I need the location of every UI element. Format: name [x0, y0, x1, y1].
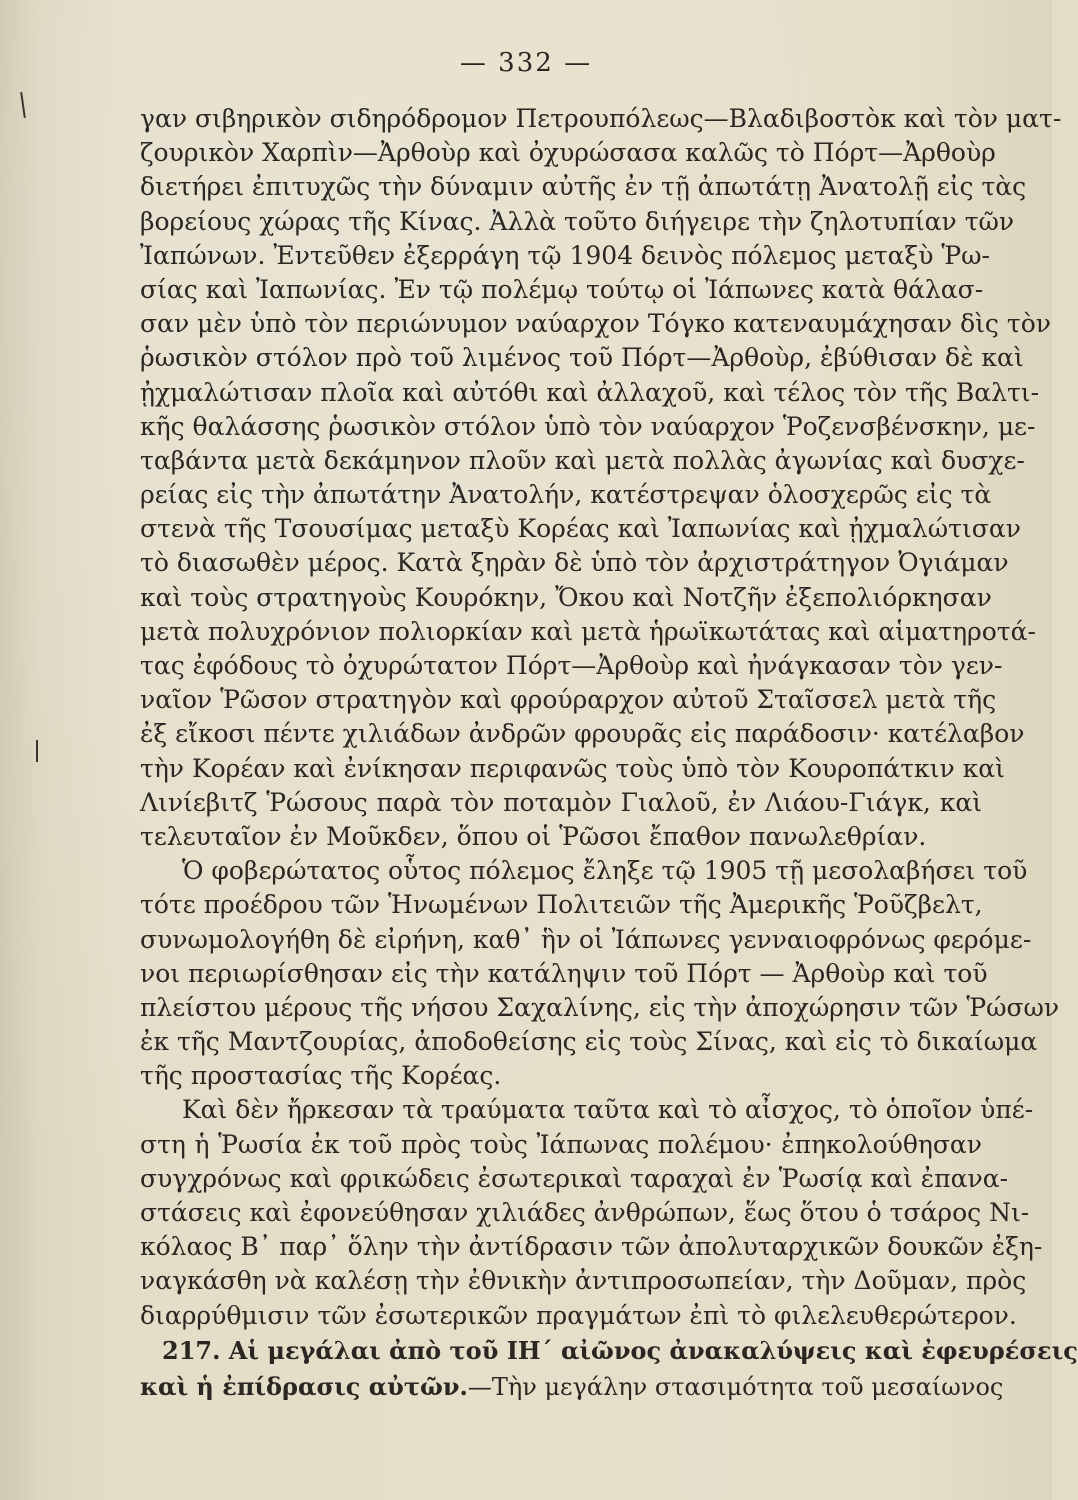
text-line: ταβάντα μετὰ δεκάμηνον πλοῦν καὶ μετὰ πολλὰς ἀγωνίας καὶ δυσχε-: [140, 445, 1025, 475]
text-line: κόλαος Β᾽ παρ᾽ ὅλην τὴν ἀντίδρασιν τῶν ἀπολυταρχικῶν δουκῶν ἐξη-: [140, 1232, 1043, 1262]
text-line: στη ἡ Ῥωσία ἐκ τοῦ πρὸς τοὺς Ἰάπωνας πολέμου· ἐπηκολούθησαν: [140, 1129, 982, 1159]
text-line: βορείους χώρας τῆς Κίνας. Ἀλλὰ τοῦτο διήγειρε τὴν ζηλοτυπίαν τῶν: [140, 206, 1015, 236]
text-line: ῥωσικὸν στόλον πρὸ τοῦ λιμένος τοῦ Πόρτ—Ἀρθοὺρ, ἐβύθισαν δὲ καὶ: [140, 343, 1024, 373]
text-line: μετὰ πολυχρόνιον πολιορκίαν καὶ μετὰ ἡρωϊκωτάτας καὶ αἱματηροτά-: [140, 616, 1036, 646]
text-line: τὸ διασωθὲν μέρος. Κατὰ ξηρὰν δὲ ὑπὸ τὸν ἀρχιστράτηγον Ὀγιάμαν: [140, 548, 1009, 578]
text-line: τας ἐφόδους τὸ ὀχυρώτατον Πόρτ—Ἀρθοὺρ καὶ ἠνάγκασαν τὸν γεν-: [140, 651, 1003, 680]
text-line: γαν σιβηρικὸν σιδηρόδρομον Πετρουπόλεως—Βλαδιβοστὸκ καὶ τὸν ματ-: [140, 104, 1062, 133]
text-line: σαν μὲν ὑπὸ τὸν περιώνυμον ναύαρχον Τόγκο κατεναυμάχησαν δὶς τὸν: [140, 309, 1051, 339]
text-line: ᾐχμαλώτισαν πλοῖα καὶ αὐτόθι καὶ ἀλλαχοῦ, καὶ τέλος τὸν τῆς Βαλτι-: [140, 377, 1040, 407]
section-heading-continuation: [140, 1369, 1004, 1405]
text-line: συγχρόνως καὶ φρικώδεις ἐσωτερικαὶ ταραχαὶ ἐν Ῥωσίᾳ καὶ ἐπανα-: [140, 1163, 1009, 1193]
section-heading-title-end: καὶ ἡ ἐπίδρασις αὐτῶν.: [140, 1371, 468, 1401]
text-line: νοι περιωρίσθησαν εἰς τὴν κατάληψιν τοῦ Πόρτ — Ἀρθοὺρ καὶ τοῦ: [140, 958, 988, 988]
text-line: τὴν Κορέαν καὶ ἐνίκησαν περιφανῶς τοὺς ὑπὸ τὸν Κουροπάτκιν καὶ: [140, 753, 1005, 783]
text-line: ζουρικὸν Χαρπὶν—Ἀρθοὺρ καὶ ὀχυρώσασα καλῶς τὸ Πόρτ—Ἀρθοὺρ: [140, 138, 996, 168]
text-line: στενὰ τῆς Τσουσίμας μεταξὺ Κορέας καὶ Ἰαπωνίας καὶ ᾐχμαλώτισαν: [140, 514, 1021, 544]
text-line: Ὁ φοβερώτατος οὗτος πόλεμος ἔληξε τῷ 1905 τῇ μεσολαβήσει τοῦ: [182, 856, 1028, 886]
text-line: Καὶ δὲν ἤρκεσαν τὰ τραύματα ταῦτα καὶ τὸ αἶσχος, τὸ ὁποῖον ὑπέ-: [182, 1095, 1034, 1125]
text-line: ναῖον Ῥῶσον στρατηγὸν καὶ φρούραρχον αὐτοῦ Σταῖσσελ μετὰ τῆς: [140, 685, 997, 715]
text-line: συνωμολογήθη δὲ εἰρήνη, καθ᾽ ἣν οἱ Ἰάπωνες γενναιοφρόνως φερόμε-: [140, 924, 1032, 954]
text-line: τότε προέδρου τῶν Ἡνωμένων Πολιτειῶν τῆς Ἀμερικῆς Ῥοῦζβελτ,: [140, 890, 983, 920]
section-heading: [140, 1333, 1078, 1369]
text-line: τῆς προστασίας τῆς Κορέας.: [140, 1061, 502, 1091]
page-number: — 332 —: [459, 48, 593, 78]
text-line: στάσεις καὶ ἐφονεύθησαν χιλιάδες ἀνθρώπων, ἕως ὅτου ὁ τσάρος Νι-: [140, 1198, 1030, 1227]
text-line: κῆς θαλάσσης ῥωσικὸν στόλον ὑπὸ τὸν ναύαρχον Ῥοζενσβένσκην, με-: [140, 411, 1036, 441]
section-heading-title: 217. Αἱ μεγάλαι ἀπὸ τοῦ ΙΗ΄ αἰῶνος ἀνακαλύψεις καὶ ἐφευρέσεις: [162, 1335, 1078, 1365]
margin-mark: [20, 92, 26, 118]
margin-mark: [36, 740, 38, 762]
body-text: [140, 102, 1078, 1405]
text-line: τελευταῖον ἐν Μοῦκδεν, ὅπου οἱ Ῥῶσοι ἔπαθον πανωλεθρίαν.: [140, 821, 927, 851]
text-line: ἐξ εἴκοσι πέντε χιλιάδων ἀνδρῶν φρουρᾶς εἰς παράδοσιν· κατέλαβον: [140, 719, 1025, 749]
text-line: ρείας εἰς τὴν ἀπωτάτην Ἀνατολήν, κατέστρεψαν ὁλοσχερῶς εἰς τὰ: [140, 480, 992, 510]
section-body-start: —Τὴν μεγάλην στασιμότητα τοῦ μεσαίωνος: [467, 1372, 1004, 1401]
text-line: διετήρει ἐπιτυχῶς τὴν δύναμιν αὐτῆς ἐν τῇ ἀπωτάτῃ Ἀνατολῇ εἰς τὰς: [140, 172, 1027, 202]
text-line: ναγκάσθη νὰ καλέσῃ τὴν ἐθνικὴν ἀντιπροσωπείαν, τὴν Δοῦμαν, πρὸς: [140, 1266, 1027, 1296]
text-line: πλείστου μέρους τῆς νήσου Σαχαλίνης, εἰς τὴν ἀποχώρησιν τῶν Ῥώσων: [140, 992, 1060, 1022]
text-line: Ἰαπώνων. Ἐντεῦθεν ἐξερράγη τῷ 1904 δεινὸς πόλεμος μεταξὺ Ῥω-: [140, 240, 990, 270]
text-line: ἐκ τῆς Μαντζουρίας, ἀποδοθείσης εἰς τοὺς Σίνας, καὶ εἰς τὸ δικαίωμα: [140, 1027, 1038, 1057]
text-line: Λινίεβιτζ Ῥώσους παρὰ τὸν ποταμὸν Γιαλοῦ, ἐν Λιάου-Γιάγκ, καὶ: [140, 787, 982, 817]
text-line: διαρρύθμισιν τῶν ἐσωτερικῶν πραγμάτων ἐπὶ τὸ φιλελευθερώτερον.: [140, 1300, 1017, 1330]
text-line: σίας καὶ Ἰαπωνίας. Ἐν τῷ πολέμῳ τούτῳ οἱ Ἰάπωνες κατὰ θάλασ-: [140, 274, 984, 304]
text-line: καὶ τοὺς στρατηγοὺς Κουρόκην, Ὄκου καὶ Νοτζῆν ἐξεπολιόρκησαν: [140, 582, 992, 612]
